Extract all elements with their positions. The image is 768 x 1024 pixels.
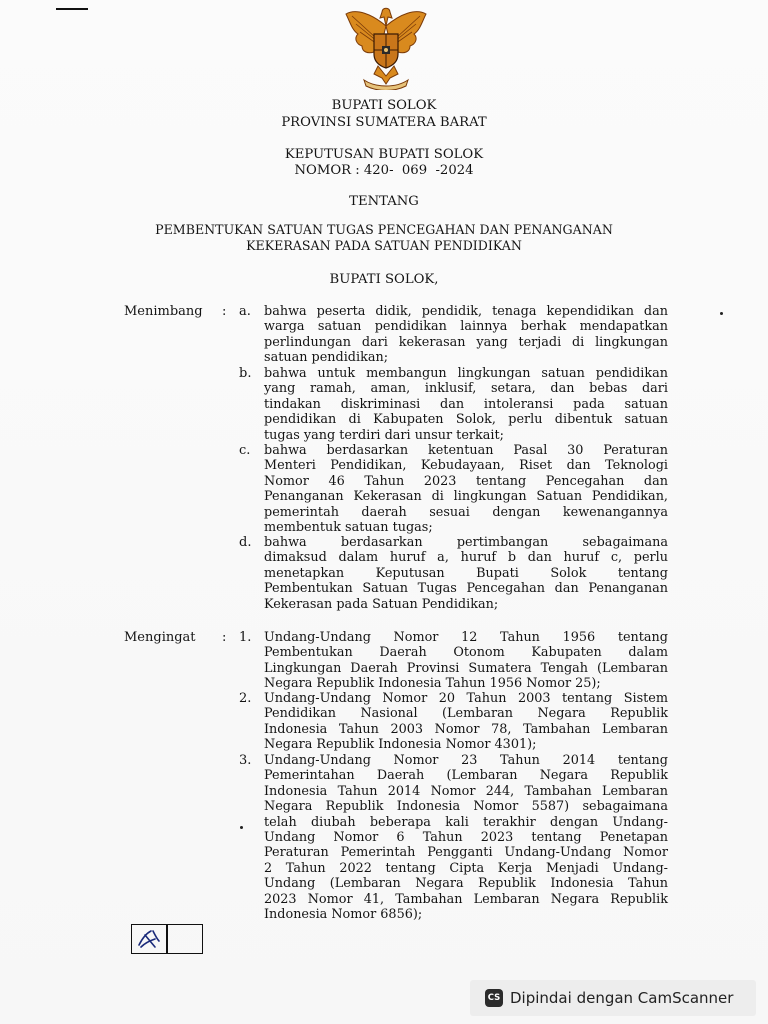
text-line: Undang-Undang Nomor 23 Tahun 2014 tentang (264, 753, 668, 768)
issuer-province: PROVINSI SUMATERA BARAT (281, 115, 487, 130)
menimbang-marker-b: b. (239, 366, 252, 381)
text-line: telah diubah beberapa kali terakhir dengan Undang- (264, 814, 668, 830)
text-line: pemerintah daerah sesuai dengan kewenangannya (264, 504, 668, 520)
text-line: Negara Republik Indonesia Nomor 5587) sebagaimana (264, 799, 668, 815)
signature-mark-icon (135, 927, 163, 951)
text-line: bahwa untuk membangun lingkungan satuan pendidikan (264, 366, 668, 381)
text-line: Pemerintahan Daerah (Lembaran Negara Republik (264, 768, 668, 784)
text-line: Menteri Pendidikan, Kebudayaan, Riset dan Teknologi (264, 458, 668, 474)
text-line: membentuk satuan tugas; (264, 520, 433, 536)
text-line: Penanganan Kekerasan di lingkungan Satuan Pendidikan, (264, 489, 668, 505)
text-line: 2 Tahun 2022 tentang Cipta Kerja Menjadi Undang- (264, 860, 668, 876)
menimbang-item-c (264, 443, 668, 535)
tentang-heading: TENTANG (349, 194, 419, 209)
camscanner-watermark (470, 980, 756, 1016)
mengingat-item-2 (264, 691, 668, 753)
menimbang-marker-d: d. (239, 535, 252, 550)
mengingat-item-1 (264, 630, 668, 692)
menimbang-marker-c: c. (239, 443, 251, 458)
mengingat-item-3 (264, 753, 668, 922)
corner-mark (56, 8, 88, 10)
text-line: Undang-Undang Nomor 12 Tahun 1956 tentang (264, 630, 668, 645)
text-line: bahwa berdasarkan pertimbangan sebagaimana (264, 535, 668, 550)
text-line: Nomor 46 Tahun 2023 tentang Pencegahan dan (264, 473, 668, 489)
menimbang-item-d (264, 535, 668, 612)
text-line: bahwa peserta didik, pendidik, tenaga kependidikan dan (264, 304, 668, 319)
menimbang-colon: : (222, 304, 227, 319)
text-line: Indonesia Tahun 2014 Nomor 244, Tambahan Lembaran (264, 783, 668, 799)
subject-line-2: KEKERASAN PADA SATUAN PENDIDIKAN (246, 238, 522, 253)
issuer-title: BUPATI SOLOK (331, 98, 437, 113)
text-line: Kekerasan pada Satuan Pendidikan; (264, 596, 499, 612)
text-line: dimaksud dalam huruf a, huruf b dan huruf c, perlu (264, 550, 668, 566)
text-line: Pembentukan Satuan Tugas Pencegahan dan Penanganan (264, 581, 668, 597)
garuda-emblem-icon (342, 4, 430, 90)
text-line: Negara Republik Indonesia Nomor 4301); (264, 737, 537, 753)
mengingat-marker-1: 1. (239, 630, 252, 645)
text-line: bahwa berdasarkan ketentuan Pasal 30 Peraturan (264, 443, 668, 458)
text-line: Lingkungan Daerah Provinsi Sumatera Tengah (Lembaran (264, 660, 668, 676)
initials-box-divider (166, 925, 168, 953)
decree-title: KEPUTUSAN BUPATI SOLOK (284, 147, 484, 162)
initials-box (131, 924, 203, 954)
text-line: Indonesia Tahun 2003 Nomor 78, Tambahan Lembaran (264, 721, 668, 737)
text-line: tindakan diskriminasi dan intoleransi pada satuan (264, 396, 668, 412)
text-line: Undang-Undang Nomor 20 Tahun 2003 tentang Sistem (264, 691, 668, 706)
watermark-text: Dipindai dengan CamScanner (510, 989, 734, 1007)
menimbang-marker-a: a. (239, 304, 251, 319)
text-line: tugas yang terdiri dari unsur terkait; (264, 427, 504, 443)
mengingat-colon: : (222, 630, 227, 645)
text-line: yang ramah, aman, inklusif, setara, dan bebas dari (264, 381, 668, 397)
text-line: warga satuan pendidikan lainnya berhak mendapatkan (264, 319, 668, 335)
menimbang-item-b (264, 366, 668, 443)
menimbang-item-a (264, 304, 668, 366)
text-line: menetapkan Keputusan Bupati Solok tentang (264, 565, 668, 581)
text-line: Pembentukan Daerah Otonom Kabupaten dalam (264, 645, 668, 661)
subject-line-1: PEMBENTUKAN SATUAN TUGAS PENCEGAHAN DAN PENANGANAN (155, 222, 613, 237)
text-line: 2023 Nomor 41, Tambahan Lembaran Negara Republik (264, 891, 668, 907)
menimbang-label: Menimbang (124, 304, 203, 319)
authority-line: BUPATI SOLOK, (329, 272, 439, 287)
text-line: Undang Nomor 6 Tahun 2023 tentang Penetapan (264, 830, 668, 846)
mengingat-label: Mengingat (124, 630, 196, 645)
mengingat-marker-2: 2. (239, 691, 252, 706)
text-line: Indonesia Nomor 6856); (264, 907, 423, 923)
text-line: Undang (Lembaran Negara Republik Indonesia Tahun (264, 876, 668, 892)
text-line: Negara Republik Indonesia Tahun 1956 Nomor 25); (264, 676, 601, 692)
text-line: Pendidikan Nasional (Lembaran Negara Republik (264, 706, 668, 722)
scan-speck (720, 312, 723, 315)
camscanner-icon: CS (485, 989, 503, 1007)
mengingat-marker-3: 3. (239, 753, 252, 768)
text-line: pendidikan di Kabupaten Solok, perlu dibentuk satuan (264, 412, 668, 428)
text-line: Peraturan Pemerintah Pengganti Undang-Undang Nomor (264, 845, 668, 861)
decree-number: NOMOR : 420- 069 -2024 (294, 163, 474, 178)
text-line: satuan pendidikan; (264, 350, 389, 366)
text-line: perlindungan dari kekerasan yang terjadi di lingkungan (264, 334, 668, 350)
scan-speck (240, 826, 243, 829)
